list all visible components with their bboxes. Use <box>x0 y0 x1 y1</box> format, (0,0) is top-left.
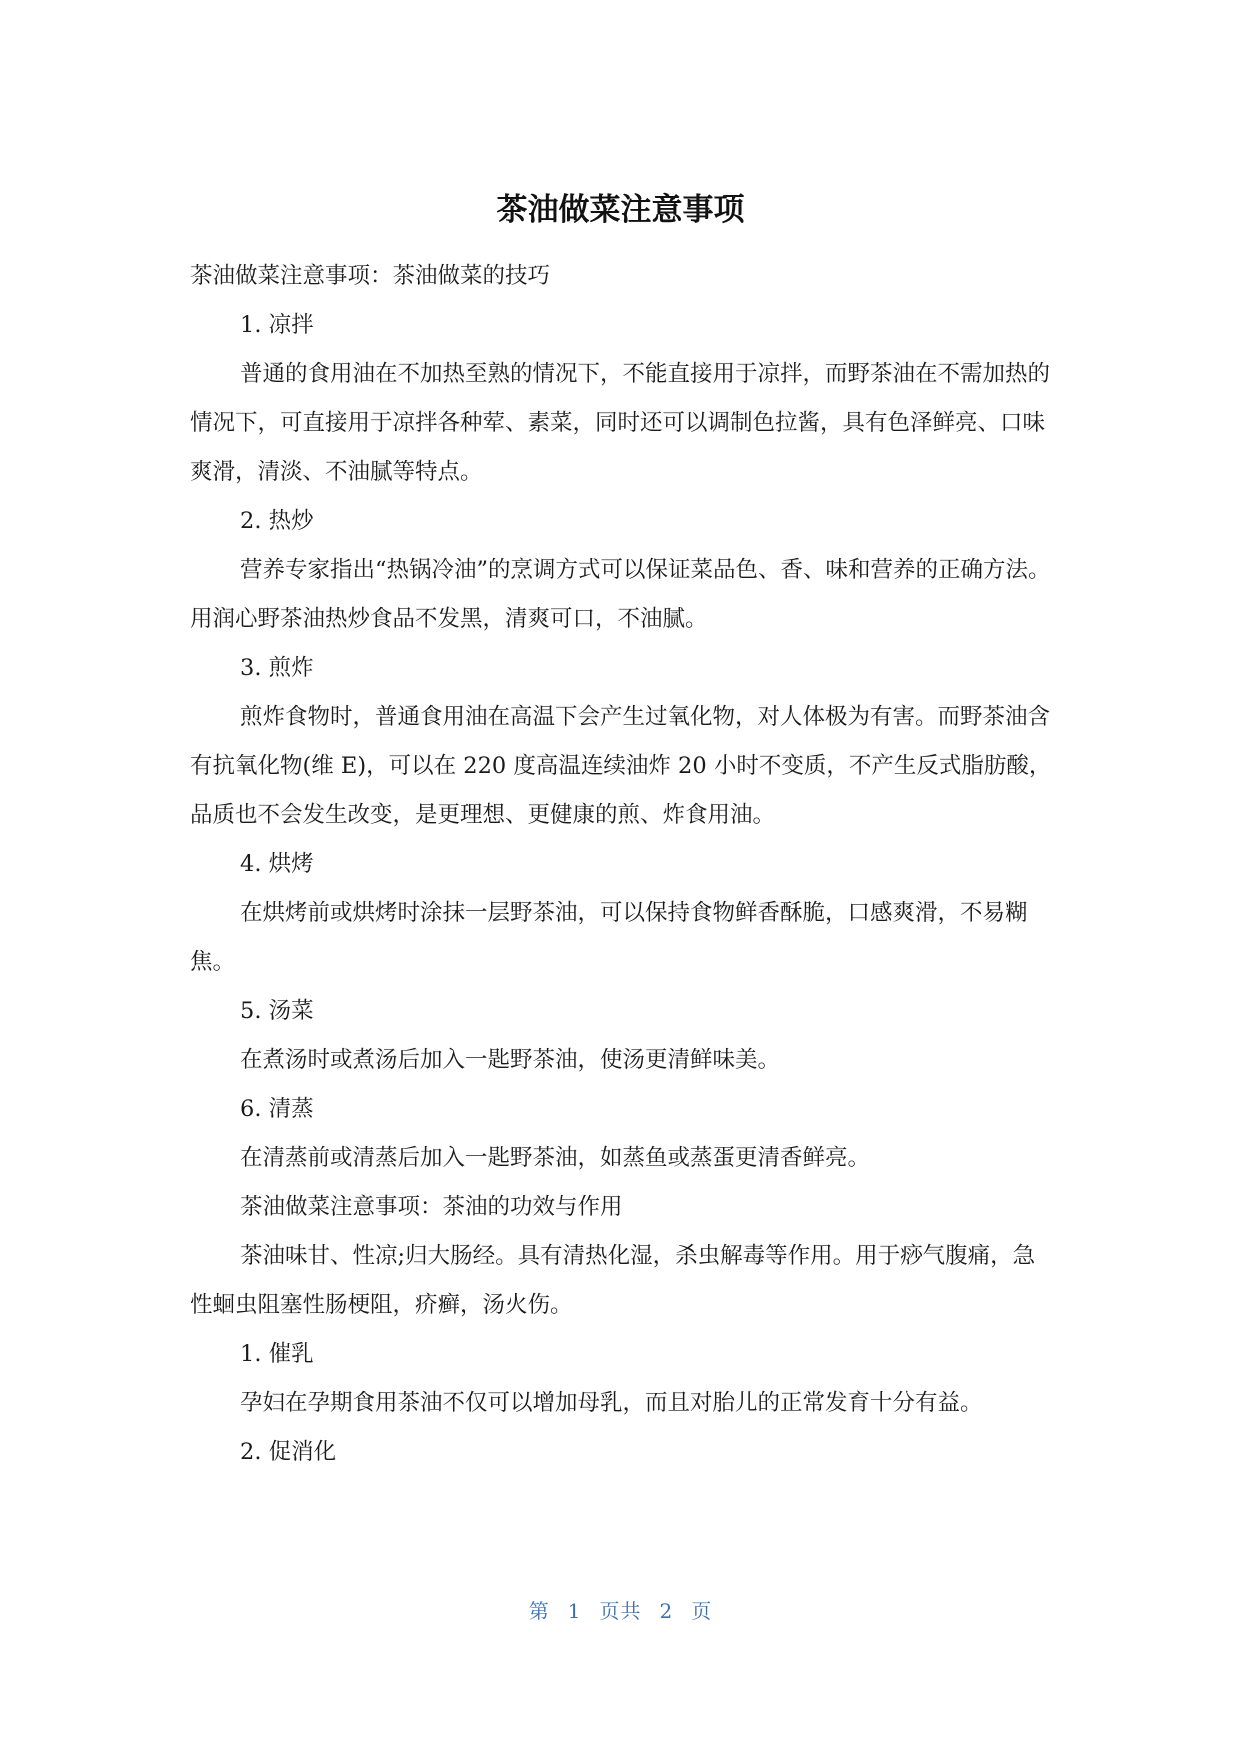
section-heading-steam: 6. 清蒸 <box>240 1096 314 1122</box>
footer-total-pages: 2 <box>659 1599 674 1623</box>
section-heading-soup: 5. 汤菜 <box>240 998 314 1024</box>
section-heading-bake: 4. 烘烤 <box>240 851 314 877</box>
section2-heading: 茶油做菜注意事项：茶油的功效与作用 <box>240 1194 623 1220</box>
footer-page-word: 第 <box>528 1599 550 1623</box>
section-body-cold-dish: 普通的食用油在不加热至熟的情况下，不能直接用于凉拌，而野茶油在不需加热的情况下，可直接用于凉拌各种荤、素菜，同时还可以调制色拉酱，具有色泽鲜亮、口味爽滑，清淡、不油腻等特点。 <box>190 361 1051 485</box>
section2-item-body-lactation: 孕妇在孕期食用茶油不仅可以增加母乳，而且对胎儿的正常发育十分有益。 <box>240 1390 983 1416</box>
footer-page-of: 页共 <box>599 1599 642 1623</box>
footer-page-suffix: 页 <box>691 1599 713 1623</box>
document-title: 茶油做菜注意事项 <box>496 192 745 228</box>
section2-item-heading-digestion: 2. 促消化 <box>240 1439 337 1465</box>
section-body-steam: 在清蒸前或清蒸后加入一匙野茶油，如蒸鱼或蒸蛋更清香鲜亮。 <box>240 1145 871 1171</box>
section-body-bake: 在烘烤前或烘烤时涂抹一层野茶油，可以保持食物鲜香酥脆，口感爽滑，不易糊焦。 <box>190 900 1028 975</box>
section-heading-cold-dish: 1. 凉拌 <box>240 312 314 338</box>
footer-current-page: 1 <box>567 1599 582 1623</box>
section-body-stir-fry: 营养专家指出“热锅冷油”的烹调方式可以保证菜品色、香、味和营养的正确方法。用润心野茶油热炒食品不发黑，清爽可口，不油腻。 <box>190 557 1051 632</box>
section2-item-heading-lactation: 1. 催乳 <box>240 1341 314 1367</box>
section-body-soup: 在煮汤时或煮汤后加入一匙野茶油，使汤更清鲜味美。 <box>240 1047 781 1073</box>
section-body-deep-fry: 煎炸食物时，普通食用油在高温下会产生过氧化物，对人体极为有害。而野茶油含有抗氧化物(维 E)，可以在 220 度高温连续油炸 20 小时不变质，不产生反式脂肪酸，品质也不会发生改变，是更理想、更健康的煎、炸食用油。 <box>190 704 1052 828</box>
section-heading-deep-fry: 3. 煎炸 <box>240 655 314 681</box>
section2-intro: 茶油味甘、性凉;归大肠经。具有清热化湿，杀虫解毒等作用。用于痧气腹痛，急性蛔虫阻塞性肠梗阻，疥癣，汤火伤。 <box>190 1243 1036 1318</box>
document-body <box>190 252 1052 1477</box>
section-heading-stir-fry: 2. 热炒 <box>240 508 314 534</box>
subtitle-line: 茶油做菜注意事项：茶油做菜的技巧 <box>190 263 551 289</box>
page-footer <box>0 1596 1241 1626</box>
